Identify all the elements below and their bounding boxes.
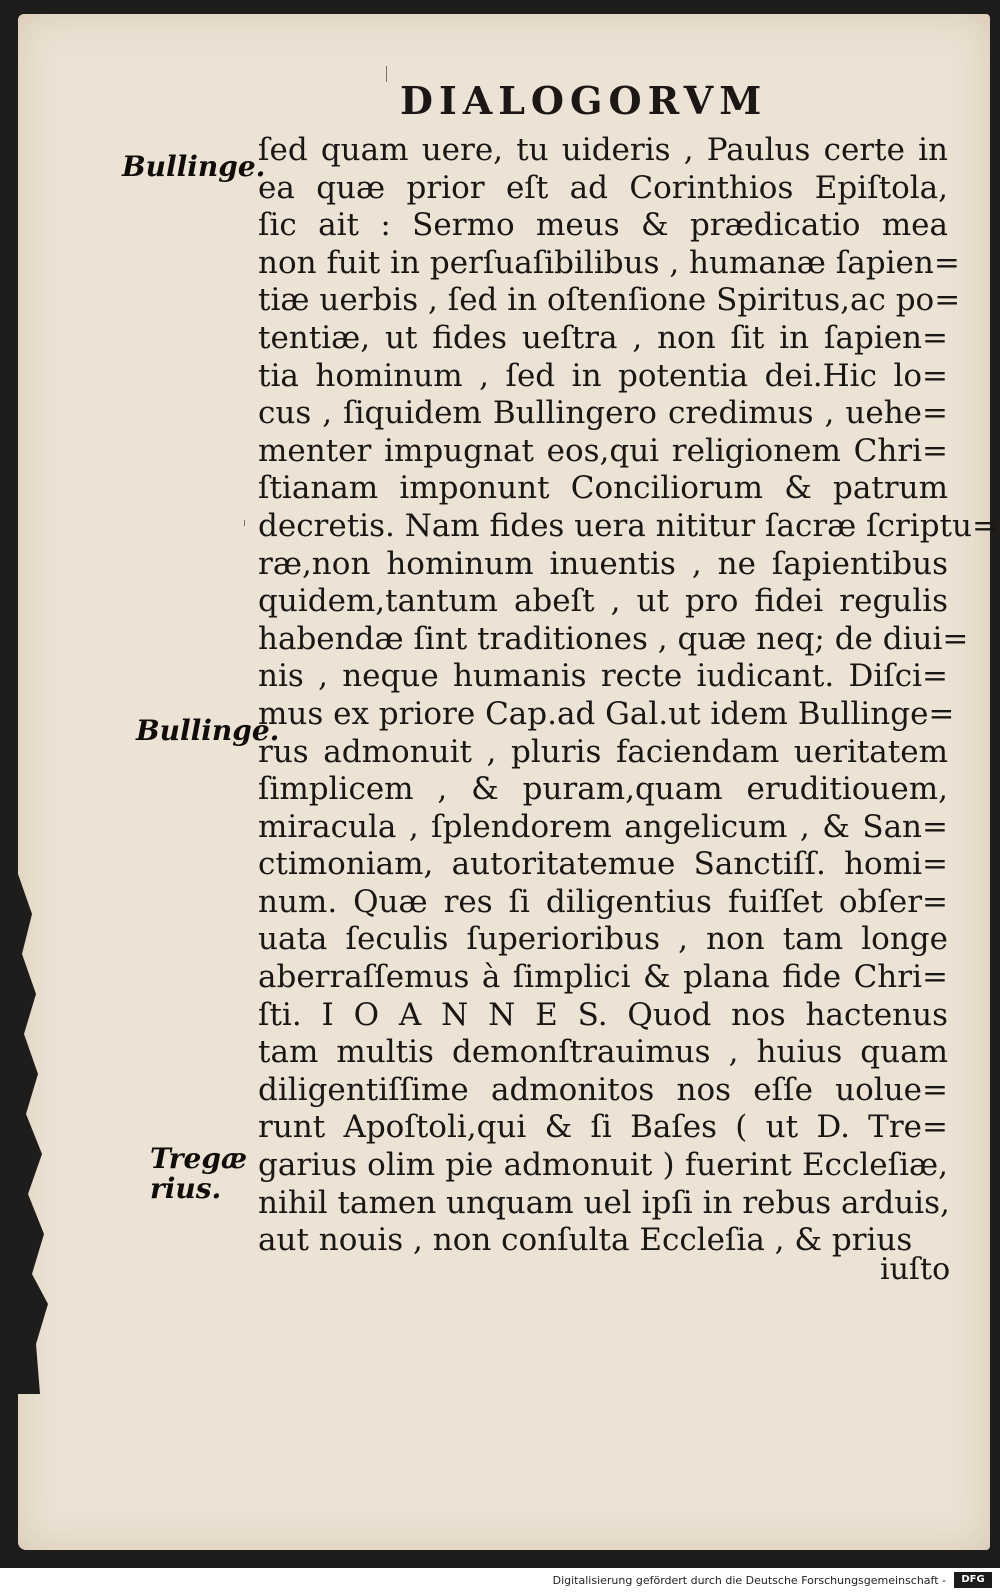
text-line: ræ,non hominum inuentis , ne ſapientibus [258,545,948,582]
text-line: nihil tamen unquam uel ipſi in rebus arduis, [258,1184,950,1221]
scan-mark [386,66,387,82]
text-line: tiæ uerbis , ſed in oſtenſione Spiritus,ac po= [258,282,961,319]
margin-note-bullinger-2: Bullinge. [136,714,280,747]
text-line: ctimoniam, autoritatemue Sanctiſſ. homi= [258,846,948,883]
text-line: ea quæ prior eſt ad Corinthios Epiſtola, [258,169,948,206]
text-line: miracula , ſplendorem angelicum , & San= [258,808,948,845]
text-line: decretis. Nam fides uera nititur ſacræ ſcriptu= [258,507,998,544]
scan-mark [244,520,245,526]
text-line: ſtianam imponunt Conciliorum & patrum [258,470,948,507]
text-line: diligentiſſime admonitos nos eſſe uolue= [258,1071,948,1108]
text-line: garius olim pie admonuit ) fuerint Eccleſiæ, [258,1147,948,1184]
dfg-logo[interactable]: DFG [954,1572,992,1588]
funding-notice: Digitalisierung gefördert durch die Deutsche Forschungsgemeinschaft - [552,1574,946,1587]
text-line: non fuit in perſuaſibilibus , humanæ ſapien= [258,244,960,281]
text-line: ſimplicem , & puram,quam eruditiouem, [258,771,948,808]
text-line: habendæ ſint traditiones , quæ neq; de diui= [258,620,969,657]
text-line: nis , neque humanis recte iudicant. Diſci= [258,658,948,695]
text-line: tentiæ, ut fides ueſtra , non ſit in ſapien= [258,319,948,356]
margin-note-tregarius-line1: Tregæ [150,1142,248,1175]
running-title: DIALOGORVM [400,78,768,123]
text-line: ſed quam uere, tu uideris , Paulus certe in [258,132,948,168]
catchword: iuſto [880,1252,951,1287]
text-line: rus admonuit , pluris faciendam ueritatem [258,733,948,770]
body-text [258,132,998,1260]
text-line: tia hominum , ſed in potentia dei.Hic lo= [258,357,948,394]
text-line: ſti. I O A N N E S. Quod nos hactenus [258,996,948,1033]
text-line: uata ſeculis ſuperioribus , non tam longe [258,921,948,958]
text-line: quidem,tantum abeſt , ut pro fidei regulis [258,583,948,620]
torn-page-edge [18,874,128,1394]
margin-note-tregarius [150,1144,247,1204]
text-line: aut nouis , non conſulta Eccleſia , & prius [258,1222,913,1259]
text-line: tam multis demonſtrauimus , huius quam [258,1034,948,1071]
text-line: runt Apoſtoli,qui & ſi Baſes ( ut D. Tre= [258,1109,948,1146]
text-line: num. Quæ res ſi diligentius fuiſſet obſer= [258,883,948,920]
footer-bar [0,1568,1000,1596]
text-line: menter impugnat eos,qui religionem Chri= [258,432,948,469]
margin-note-tregarius-line2: rius. [150,1172,222,1205]
margin-note-bullinger-1: Bullinge. [122,150,266,183]
text-line: ſic ait : Sermo meus & prædicatio mea [258,207,948,244]
text-line: cus , ſiquidem Bullingero credimus , uehe= [258,395,948,432]
text-line: mus ex priore Cap.ad Gal.ut idem Bullinge= [258,695,955,732]
text-line: aberraſſemus à ſimplici & plana fide Chri= [258,959,948,996]
